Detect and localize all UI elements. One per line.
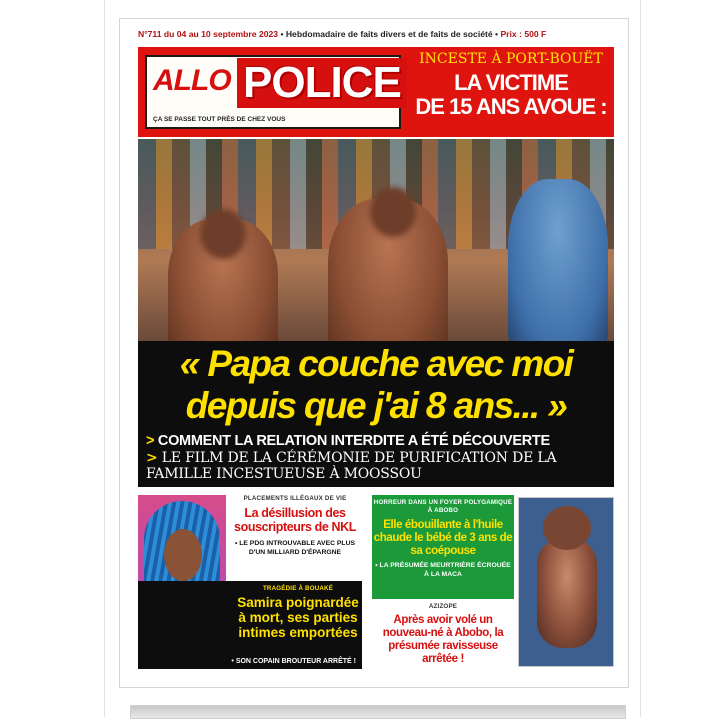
quote-line-1: « Papa couche avec moi — [179, 343, 573, 384]
headline-top — [408, 71, 614, 119]
issue-description: • Hebdomadaire de faits divers et de faits de société • — [280, 29, 499, 39]
photo-baby — [518, 497, 614, 667]
main-bullet-1 — [146, 433, 550, 449]
woman-right — [508, 179, 608, 341]
main-bullets — [138, 433, 614, 487]
main-bullet-1-text: COMMENT LA RELATION INTERDITE A ÉTÉ DÉCOUVERTE — [157, 433, 550, 449]
page-border-left — [104, 0, 105, 717]
logo-allo: ALLO — [153, 64, 231, 97]
baby-head — [543, 506, 591, 550]
main-quote-box — [138, 341, 614, 433]
blurred-face-left — [200, 209, 246, 259]
allo-police-logo — [145, 55, 401, 129]
portrait-face — [164, 529, 202, 581]
headline-line-2: DE 15 ANS AVOUE : — [415, 94, 607, 119]
story-abobo-baby-tag: AZIZOPE — [428, 603, 458, 610]
story-abobo-baby-headline: Après avoir volé un nouveau-né à Abobo, la présumée ravisseuse arrêtée ! — [382, 614, 504, 665]
headline-line-1: LA VICTIME — [454, 70, 568, 95]
story-abobo-oil — [372, 495, 514, 599]
story-samira-tag: TRAGÉDIE À BOUAKÉ — [262, 585, 334, 592]
story-nkl-headline: La désillusion des souscripteurs de NKL — [234, 506, 356, 534]
main-bullet-2-text: LE FILM DE LA CÉRÉMONIE DE PURIFICATION DE LA FAMILLE INCESTUEUSE À MOOSSOU — [146, 450, 557, 482]
story-abobo-baby — [372, 599, 514, 679]
story-abobo-oil-headline: Elle ébouillante à l'huile chaude le bébé de 3 ans de sa coépouse — [373, 519, 513, 557]
main-bullet-2 — [146, 450, 606, 482]
masthead — [138, 47, 614, 137]
headline-kicker: INCESTE À PORT-BOUËT — [419, 51, 603, 67]
story-abobo-oil-tag: HORREUR DANS UN FOYER POLYGAMIQUE À ABOBO — [373, 499, 513, 514]
issue-line — [138, 29, 618, 43]
story-samira-bullet: • SON COPAIN BROUTEUR ARRÊTÉ ! — [231, 658, 356, 665]
blurred-face-center — [370, 187, 416, 237]
issue-price: Prix : 500 F — [500, 29, 547, 39]
page-border-right — [640, 0, 641, 717]
baby-body — [537, 538, 597, 648]
quote-line-2: depuis que j'ai 8 ans... » — [185, 385, 567, 426]
bullet-marker-1: > — [146, 433, 155, 449]
main-quote — [138, 343, 614, 427]
logo-tagline: ÇA SE PASSE TOUT PRÈS DE CHEZ VOUS — [153, 116, 286, 123]
story-abobo-oil-bullet: • LA PRÉSUMÉE MEURTRIÈRE ÉCROUÉE À LA MACA — [375, 562, 511, 578]
story-nkl-tag: PLACEMENTS ILLÉGAUX DE VIE — [243, 495, 347, 502]
newspaper-cover — [119, 18, 629, 688]
story-samira — [138, 581, 362, 669]
main-photo — [138, 139, 614, 341]
bullet-marker-2: > — [146, 450, 158, 466]
story-nkl-bullet: • LE PDG INTROUVABLE AVEC PLUS D'UN MILLIARD D'ÉPARGNE — [234, 540, 356, 556]
story-samira-headline: Samira poignardée à mort, ses parties intimes emportées — [237, 595, 359, 640]
issue-number: N°711 du 04 au 10 septembre 2023 — [138, 29, 279, 39]
logo-police: POLICE — [237, 58, 407, 108]
